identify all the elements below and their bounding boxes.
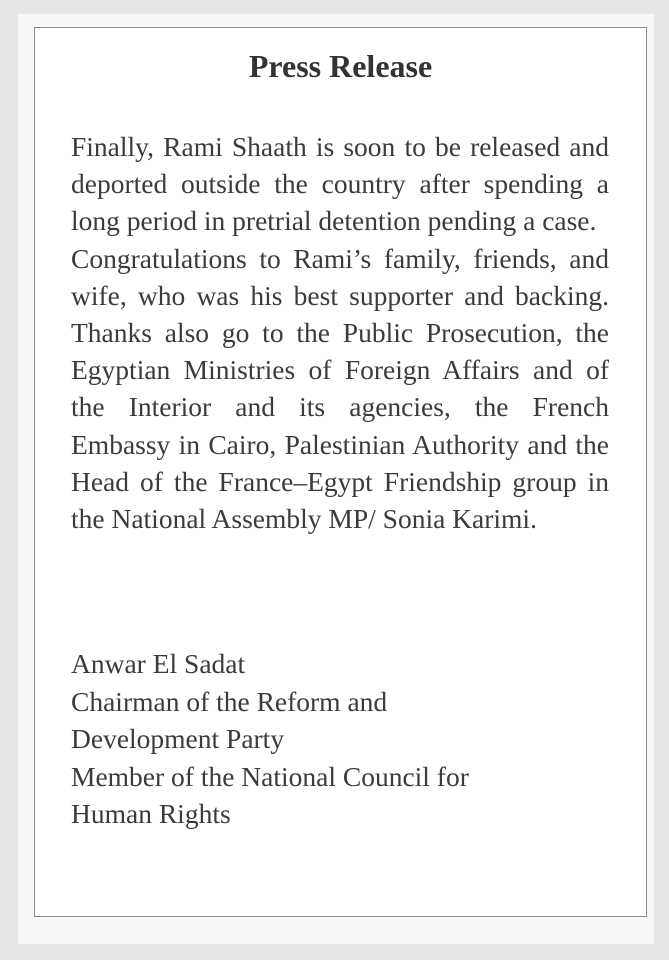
press-release-frame — [34, 27, 647, 917]
signature-title-line-1: Chairman of the Reform and — [71, 685, 388, 717]
document-body — [71, 128, 609, 537]
paragraph-thanks: Congratulations to Rami’s family, friends, and wife, who was his best supporter and backing. Thanks also go to the Public Prosecution, the Egyptian Ministries of Foreign Affairs and of the Interior and its agencies, the French Embassy in Cairo, Palestinian Authority and the Head of the France–Egypt Friendship group in the National Assembly MP/ Sonia Karimi. — [71, 242, 609, 535]
document-title: Press Release — [248, 48, 433, 84]
paragraph-release-news: Finally, Rami Shaath is soon to be released and deported outside the country after spending a long period in pretrial detention pending a case. — [71, 131, 609, 237]
signature-name: Anwar El Sadat — [71, 648, 246, 679]
signature-block — [71, 645, 611, 833]
signature-title-line-2: Development Party — [71, 723, 285, 754]
signature-title-line-4: Human Rights — [71, 798, 231, 829]
signature-title-line-3: Member of the National Council for — [71, 760, 469, 792]
